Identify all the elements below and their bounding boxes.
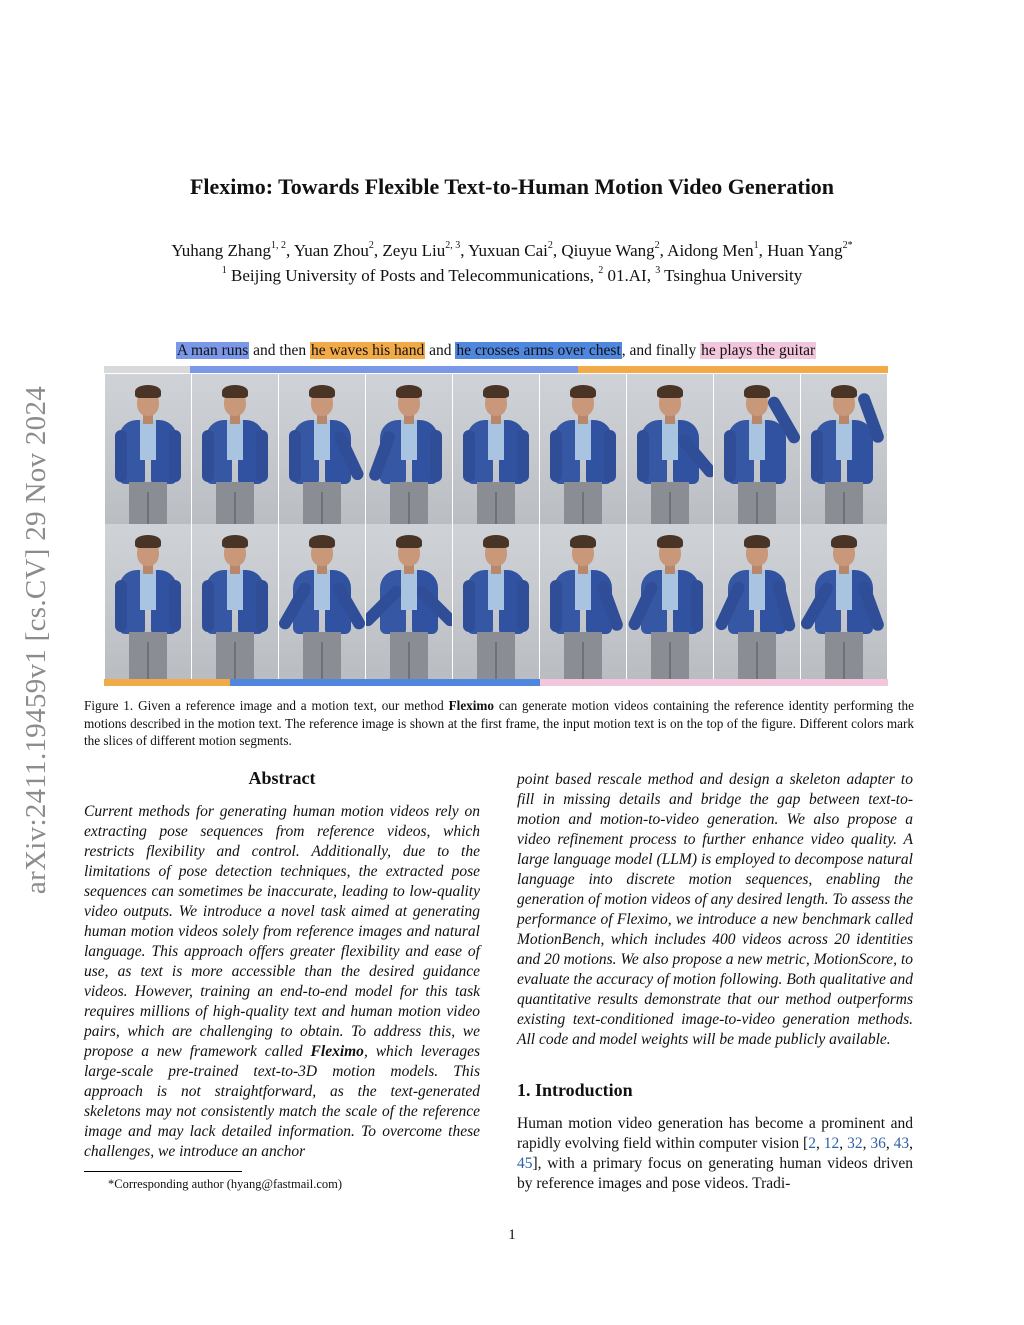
motion-segment-run: A man runs <box>176 342 249 359</box>
video-frame <box>540 524 626 679</box>
affiliation-list: $^1$ Beijing University of Posts and Telecommunications, $^2$ 01.AI, $^3$ Tsinghua University <box>221 265 803 285</box>
motion-segment-wave: he waves his hand <box>310 342 425 359</box>
footnote-divider <box>84 1171 242 1172</box>
video-frame <box>540 374 626 529</box>
motion-segment-cross-arms: he crosses arms over chest <box>456 342 621 359</box>
affiliation: $^2$ 01.AI <box>598 265 647 285</box>
citation-link[interactable]: 32 <box>847 1135 863 1152</box>
affiliation: $^3$ Tsinghua University <box>655 265 803 285</box>
abstract-heading: Abstract <box>248 768 316 788</box>
author: Huan Yang$^{2*}$ <box>767 240 853 260</box>
colorbar-wave <box>578 366 888 373</box>
author: Aidong Men$^1$ <box>667 240 759 260</box>
video-frame <box>801 524 887 679</box>
method-name: Fleximo <box>310 1043 364 1060</box>
video-frame <box>366 524 452 679</box>
author: Yuhang Zhang$^{1, 2}$ <box>171 240 286 260</box>
method-name: Fleximo <box>448 698 495 713</box>
colorbar-run <box>190 366 578 373</box>
affiliation: $^1$ Beijing University of Posts and Telecommunications <box>221 265 590 285</box>
citation-link[interactable]: 43 <box>893 1135 910 1152</box>
citation-link[interactable]: 12 <box>823 1135 840 1152</box>
motion-segment-guitar: he plays the guitar <box>701 342 816 359</box>
colorbar-cross-arms <box>230 679 540 686</box>
motion-connector: , and finally <box>621 342 701 359</box>
video-frame <box>453 374 539 529</box>
author: Yuan Zhou$^2$ <box>293 240 374 260</box>
motion-connector: and then <box>249 342 310 359</box>
colorbar-guitar <box>540 679 888 686</box>
introduction-text: Human motion video generation has become a prominent and rapidly evolving field within computer vision [2, 12, 32, 36, 43, 45], with a primary focus on generating human videos driven by reference images and pose videos. Tradi- <box>517 1115 914 1192</box>
citation-link[interactable]: 2 <box>808 1135 816 1152</box>
motion-text <box>104 342 888 360</box>
footnote: *Corresponding author (hyang@fastmail.com) <box>108 1177 343 1191</box>
author: Zeyu Liu$^{2, 3}$ <box>382 240 461 260</box>
video-frame <box>279 374 365 529</box>
paper-title: Fleximo: Towards Flexible Text-to-Human Motion Video Generation <box>189 174 835 199</box>
video-frame <box>801 374 887 529</box>
colorbar-wave <box>104 679 230 686</box>
citation-link[interactable]: 36 <box>870 1135 886 1152</box>
abstract-text-right: point based rescale method and design a skeleton adapter to fill in missing details and bridge the gap between text-to-motion and motion-to-video generation. We also propose a video refinement process to further enhance video quality. A large language model (LLM) is employed to decompose natural language into discrete motion sequences, enabling the generation of motion videos of any desired length. To assess the performance of Fleximo, we introduce a new benchmark called MotionBench, which includes 400 videos across 20 identities and 20 motions. We also propose a new metric, MotionScore, to evaluate the accuracy of motion following. Both qualitative and quantitative results demonstrate that our method outperforms existing text-conditioned image-to-video generation methods. All code and model weights will be made publicly available. <box>517 771 913 1048</box>
section-heading-introduction: 1. Introduction <box>517 1080 633 1100</box>
citation-link[interactable]: 45 <box>517 1155 533 1172</box>
arxiv-stamp: arXiv:2411.19459v1 [cs.CV] 29 Nov 2024 <box>20 385 52 895</box>
abstract-text-left: Current methods for generating human motion videos rely on extracting pose sequences from reference videos, which restricts flexibility and control. Additionally, due to the limitations of pose detection techniques, the extracted pose sequences can sometimes be inaccurate, leading to low-quality video outputs. We introduce a novel task aimed at generating human motion videos solely from reference images and natural language. This approach offers greater flexibility and ease of use, as text is more accessible than the desired guidance videos. However, training an end-to-end model for this task requires millions of high-quality text and human motion video pairs, which are challenging to obtain. To address this, we propose a new framework called Fleximo, which leverages large-scale pre-trained text-to-3D motion models. This approach is not straightforward, as the text-generated skeletons may not consistently match the scale of the reference image and may lack detailed information. To overcome these challenges, we introduce an anchor <box>84 803 480 1160</box>
motion-connector: and <box>425 342 456 359</box>
video-frame <box>627 524 713 679</box>
video-frame-reference <box>105 374 191 529</box>
figure-label: Figure 1. <box>84 698 134 713</box>
author: Yuxuan Cai$^2$ <box>468 240 553 260</box>
author-list: Yuhang Zhang$^{1, 2}$, Yuan Zhou$^2$, Zeyu Liu$^{2, 3}$, Yuxuan Cai$^2$, Qiuyue Wang$^2$, Aidong Men$^1$, Huan Yang$^{2*}$ <box>171 240 853 260</box>
video-frame <box>366 374 452 529</box>
video-frame <box>714 524 800 679</box>
video-frame <box>192 524 278 679</box>
page-number: 1 <box>508 1227 516 1243</box>
video-frame <box>714 374 800 529</box>
figure-caption: Figure 1. Given a reference image and a motion text, our method Fleximo can generate motion videos containing the reference identity performing the motions described in the motion text. The reference image is shown at the first frame, the input motion text is on the top of the figure. Different colors mark the slices of different motion segments. <box>84 698 915 748</box>
author: Qiuyue Wang$^2$ <box>561 240 660 260</box>
colorbar-reference <box>104 366 190 373</box>
video-frame <box>192 374 278 529</box>
video-frame <box>627 374 713 529</box>
video-frame <box>279 524 365 679</box>
video-frame <box>453 524 539 679</box>
video-frame <box>105 524 191 679</box>
figure-frames <box>104 366 888 686</box>
